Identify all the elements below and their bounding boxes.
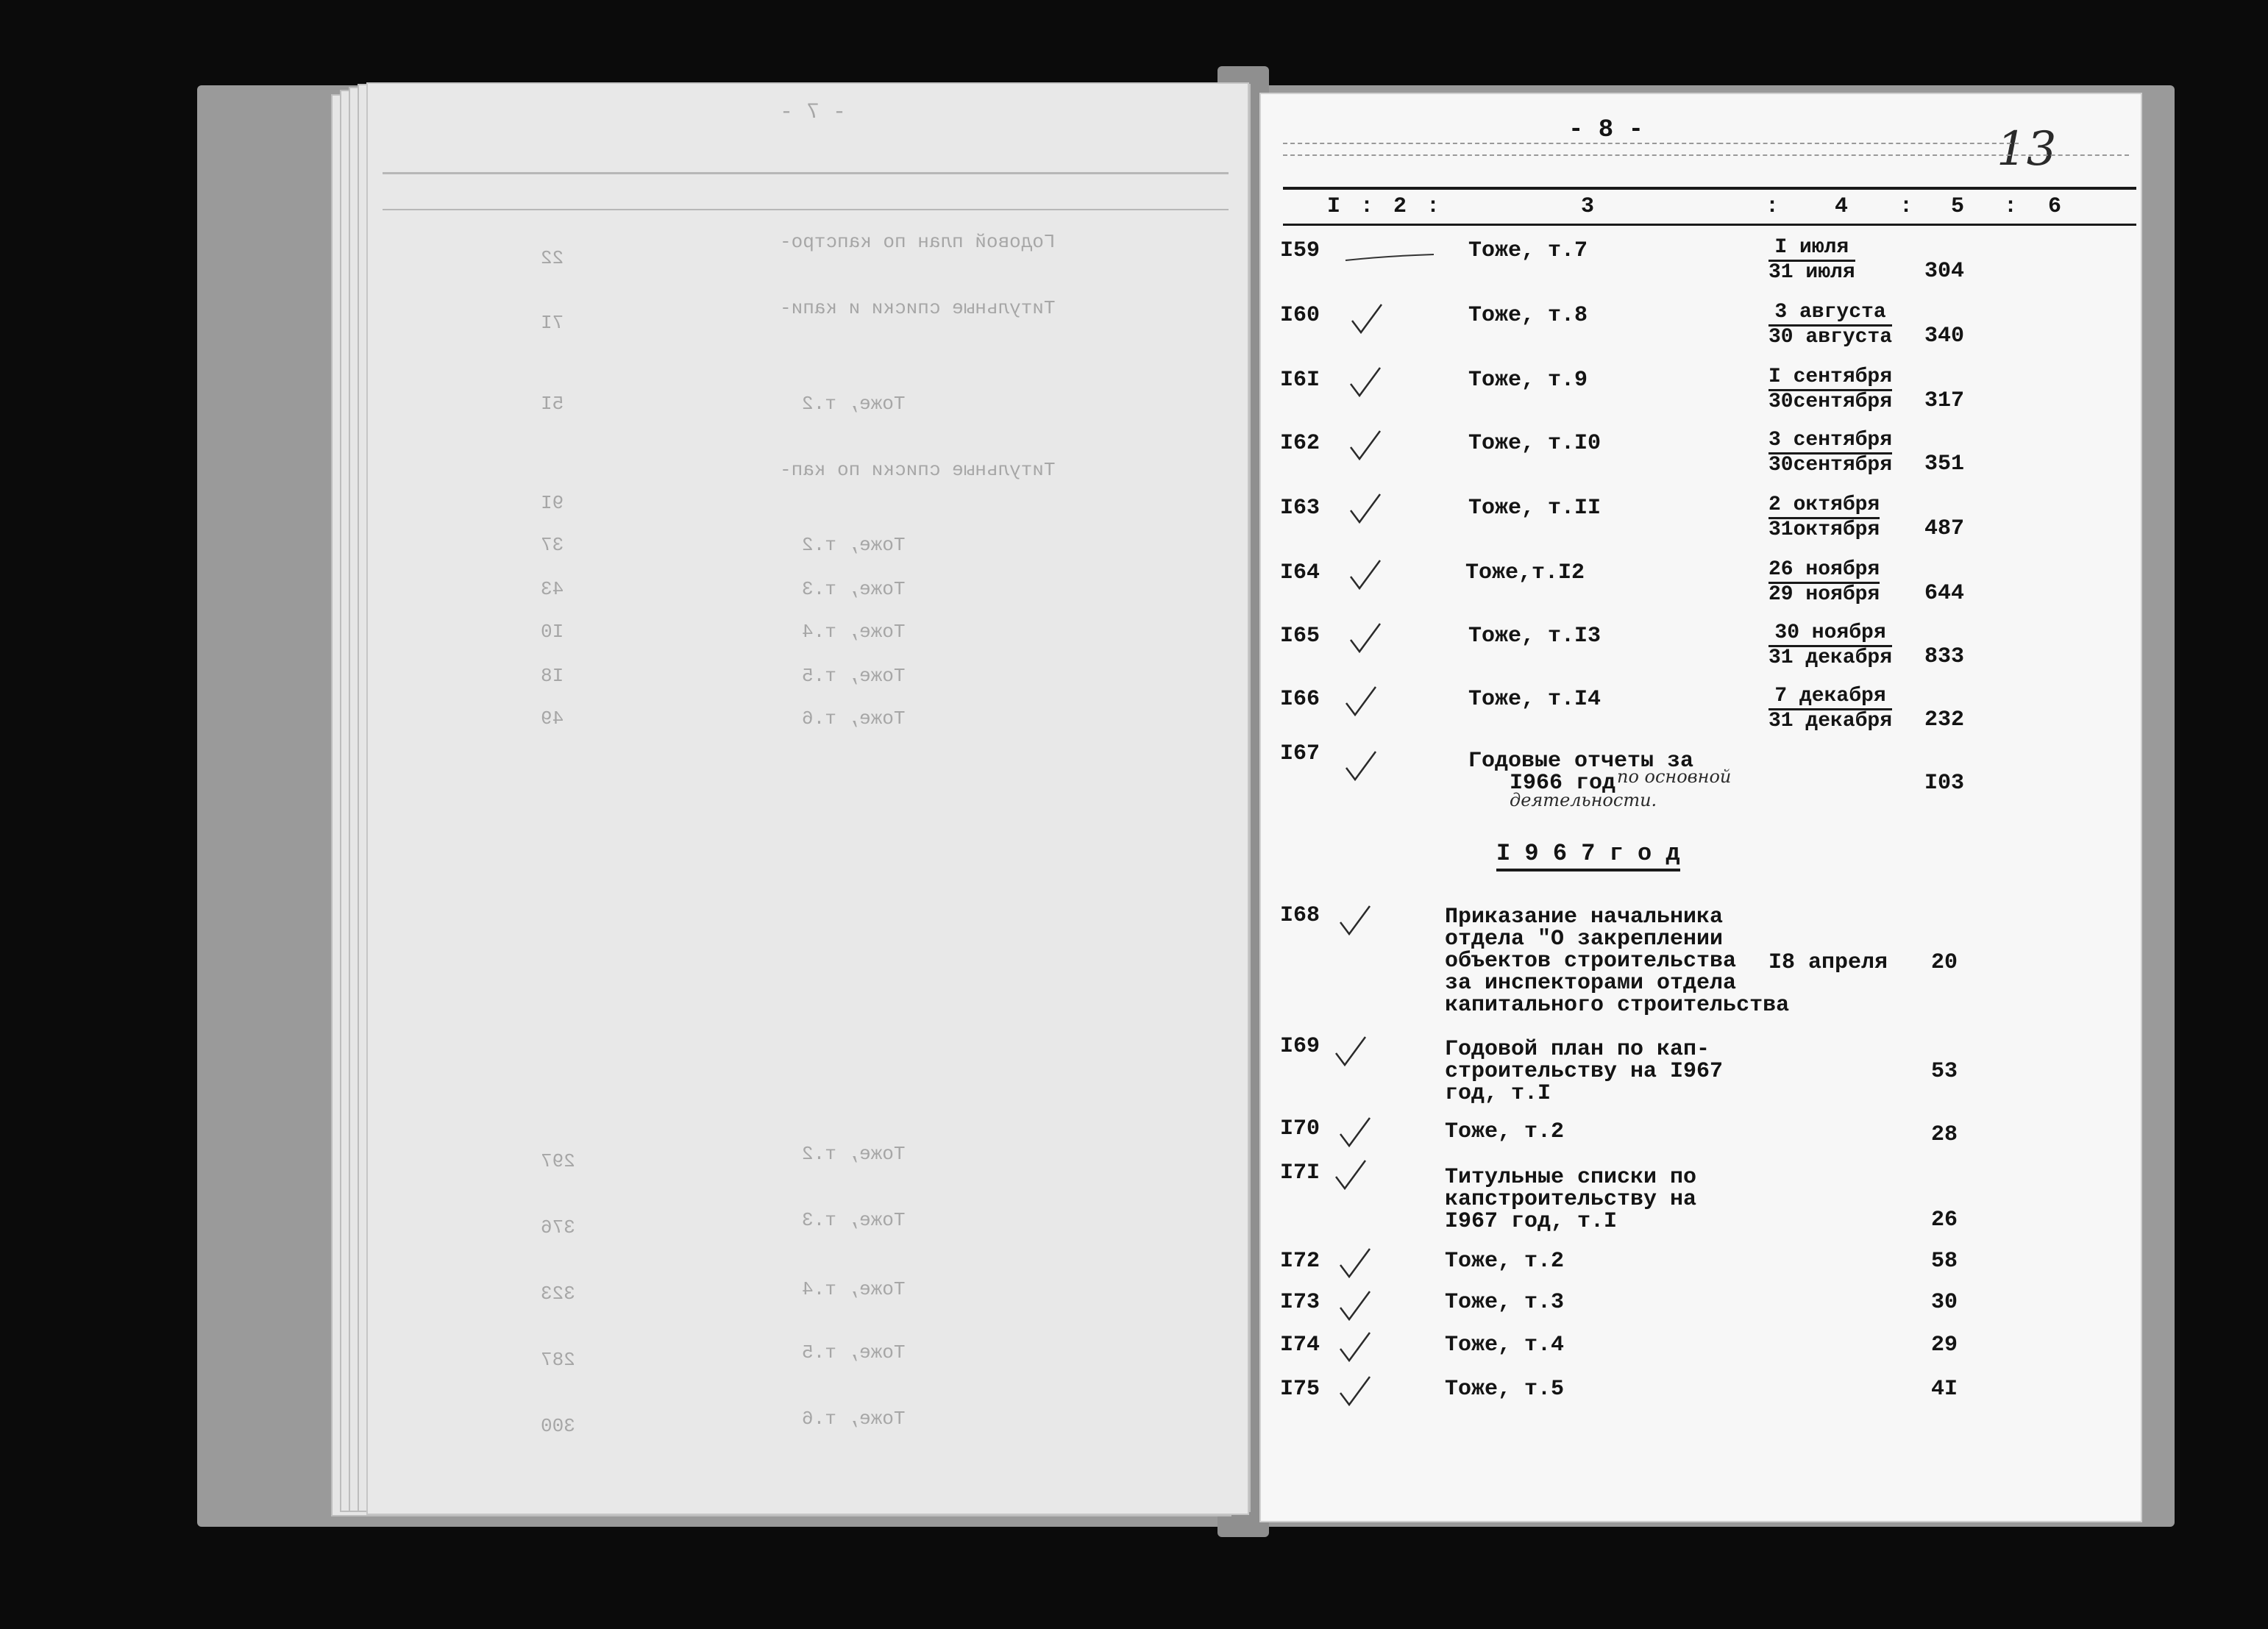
row-number: I59: [1280, 238, 1320, 263]
row-number: I63: [1280, 496, 1320, 521]
date-start: 2 октября: [1768, 494, 1880, 519]
row-pages: 340: [1924, 324, 1964, 349]
row-pages: 29: [1930, 1333, 1958, 1358]
row-number: I72: [1280, 1249, 1320, 1274]
pencil-checkmark-icon: [1348, 428, 1392, 465]
row-date-range: [1768, 559, 1880, 606]
left-row-pages: 22: [541, 247, 564, 269]
col-sep: :: [1360, 194, 1374, 219]
row-pages: 304: [1924, 259, 1964, 284]
left-row-pages: I8: [541, 665, 564, 687]
date-end: 31 декабря: [1768, 646, 1893, 669]
pencil-checkmark-icon: [1337, 1374, 1382, 1411]
row-pages: 644: [1924, 581, 1964, 606]
date-start: 3 августа: [1768, 302, 1892, 327]
left-page-bleed-through: [368, 84, 1248, 1514]
row-number: I73: [1280, 1290, 1320, 1315]
row-pages: 4I: [1930, 1377, 1958, 1402]
left-row-text: Тоже, т.6: [802, 707, 906, 730]
row-number: I74: [1280, 1333, 1320, 1358]
row-title: Тоже, т.4: [1445, 1333, 1565, 1358]
left-row-text: Тоже, т.2: [802, 1143, 906, 1165]
row-pages: 317: [1924, 388, 1964, 413]
row-title: за инспекторами отдела: [1445, 971, 1737, 996]
row-title: Годовой план по кап-: [1445, 1037, 1710, 1062]
left-row-pages: I0: [541, 621, 564, 643]
row-date-range: [1768, 685, 1892, 732]
row-title: Тоже, т.I4: [1468, 687, 1602, 712]
row-pages: I03: [1924, 771, 1964, 796]
pencil-checkmark-icon: [1337, 1288, 1382, 1325]
row-pages: 58: [1930, 1249, 1958, 1274]
left-row-text: Титульные списки по кап-: [780, 459, 1056, 481]
date-start: 30 ноября: [1768, 622, 1892, 647]
left-row-text: Титульные списки и капи-: [780, 297, 1056, 319]
row-title: Тоже,т.I2: [1465, 560, 1585, 585]
date-end: 31октября: [1768, 518, 1880, 541]
date-start: I июля: [1768, 237, 1855, 262]
header-bottom-rule: [1283, 224, 2136, 226]
header-top-rule: [1283, 187, 2136, 190]
left-row-pages: 43: [541, 578, 564, 600]
row-number: I68: [1280, 903, 1320, 928]
row-title: Тоже, т.3: [1445, 1290, 1565, 1315]
row-pages: 30: [1930, 1290, 1958, 1315]
col-sep: :: [1426, 194, 1440, 219]
left-header-rule: [383, 209, 1229, 210]
row-number: I75: [1280, 1377, 1320, 1402]
section-heading: I 9 6 7 г о д: [1496, 840, 1680, 871]
date-end: 30 августа: [1768, 326, 1893, 349]
handwritten-note: по основной: [1617, 766, 1732, 787]
row-date-range: [1768, 429, 1892, 477]
row-pages: 351: [1924, 452, 1964, 477]
row-date-range: [1768, 494, 1880, 541]
left-row-text: Тоже, т.5: [802, 665, 906, 687]
col-sep: :: [1899, 194, 1913, 219]
row-title: I967 год, т.I: [1445, 1209, 1618, 1234]
row-title: Тоже, т.2: [1445, 1249, 1565, 1274]
row-title: Тоже, т.II: [1468, 496, 1602, 521]
date-start: I сентября: [1768, 366, 1892, 391]
left-row-pages: 323: [541, 1283, 575, 1305]
pencil-checkmark-icon: [1348, 621, 1392, 657]
pencil-checkmark-icon: [1343, 684, 1387, 721]
checkmark-group: [1261, 94, 1262, 95]
row-pages: 20: [1930, 950, 1958, 975]
pencil-checkmark-icon: [1337, 1330, 1382, 1366]
row-number: I7I: [1280, 1161, 1320, 1186]
left-row-pages: 7I: [541, 312, 564, 334]
row-title: год, т.I: [1445, 1081, 1551, 1106]
row-title: Тоже, т.5: [1445, 1377, 1565, 1402]
row-title: Тоже, т.I3: [1468, 624, 1602, 649]
row-title: Тоже, т.7: [1468, 238, 1588, 263]
row-title: Тоже, т.I0: [1468, 431, 1602, 456]
row-number: I69: [1280, 1034, 1320, 1059]
col-header: 4: [1835, 194, 1849, 219]
pencil-checkmark-icon: [1348, 365, 1392, 402]
pencil-checkmark-icon: [1337, 1246, 1382, 1283]
pencil-checkmark-icon: [1348, 557, 1392, 594]
row-pages: 26: [1930, 1208, 1958, 1233]
row-number: I66: [1280, 687, 1320, 712]
left-row-pages: 287: [541, 1349, 575, 1371]
row-title: капитального строительства: [1445, 993, 1790, 1018]
left-row-text: Тоже, т.5: [802, 1341, 906, 1364]
left-row-text: Тоже, т.3: [802, 1209, 906, 1231]
date-start: 26 ноября: [1768, 559, 1880, 584]
row-title: строительству на I967: [1445, 1059, 1724, 1084]
row-date-range: [1768, 237, 1855, 284]
pencil-checkmark-icon: [1349, 302, 1393, 338]
pencil-checkmark-icon: [1333, 1158, 1377, 1194]
row-pages: 833: [1924, 644, 1964, 669]
left-page-number: - 7 -: [780, 100, 847, 125]
row-pages: 28: [1930, 1122, 1958, 1147]
left-row-pages: 5I: [541, 393, 564, 415]
row-number: I64: [1280, 560, 1320, 585]
date-start: 3 сентября: [1768, 429, 1892, 455]
row-title: Тоже, т.8: [1468, 303, 1588, 328]
left-page: [366, 82, 1249, 1515]
pencil-checkmark-icon: [1348, 491, 1392, 528]
date-end: 30сентября: [1768, 454, 1893, 477]
date-end: 29 ноября: [1768, 583, 1880, 606]
row-number: I67: [1280, 741, 1320, 766]
row-number: I70: [1280, 1116, 1320, 1141]
row-pages: 487: [1924, 516, 1964, 541]
col-sep: :: [2004, 194, 2018, 219]
pencil-checkmark-icon: [1343, 749, 1387, 785]
pencil-checkmark-icon: [1333, 1034, 1377, 1071]
header-dash-rule: [1283, 154, 2129, 157]
row-pages: 232: [1924, 707, 1964, 732]
left-row-text: Годовой план по капстро-: [780, 231, 1056, 253]
col-header: 3: [1581, 194, 1595, 219]
row-number: I6I: [1280, 368, 1320, 393]
col-header: 5: [1951, 194, 1965, 219]
row-title: объектов строительства: [1445, 949, 1737, 974]
date-start: 7 декабря: [1768, 685, 1892, 710]
col-sep: :: [1766, 194, 1780, 219]
col-header: 2: [1393, 194, 1407, 219]
row-date-range: [1768, 302, 1892, 349]
row-title: Приказание начальника: [1445, 905, 1724, 930]
row-title: капстроительству на: [1445, 1187, 1697, 1212]
handwritten-note: деятельности.: [1510, 790, 1657, 810]
pencil-dash-mark: [1342, 246, 1437, 268]
left-header-rule: [383, 172, 1229, 174]
left-row-text: Тоже, т.4: [802, 1278, 906, 1300]
left-row-text: Тоже, т.2: [802, 393, 906, 415]
left-row-text: Тоже, т.4: [802, 621, 906, 643]
col-header: I: [1327, 194, 1341, 219]
left-row-pages: 297: [541, 1150, 575, 1172]
pencil-checkmark-icon: [1337, 1115, 1382, 1152]
left-row-text: Тоже, т.6: [802, 1408, 906, 1430]
col-header: 6: [2048, 194, 2062, 219]
left-row-text: Тоже, т.3: [802, 578, 906, 600]
left-row-text: Тоже, т.2: [802, 534, 906, 556]
page-number: - 8 -: [1568, 116, 1644, 144]
row-title: I966 год: [1510, 771, 1616, 796]
date-end: 30сентября: [1768, 391, 1893, 413]
pencil-checkmark-icon: [1337, 903, 1382, 940]
left-row-pages: 37: [541, 534, 564, 556]
row-title: Годовые отчеты за: [1468, 749, 1694, 774]
row-number: I65: [1280, 624, 1320, 649]
row-title: отдела "О закреплении: [1445, 927, 1724, 952]
right-page: [1259, 93, 2142, 1522]
row-number: I60: [1280, 303, 1320, 328]
date-end: 31 декабря: [1768, 710, 1893, 732]
row-date-range: [1768, 366, 1892, 413]
row-pages: 53: [1930, 1059, 1958, 1084]
folio-number: 13: [1997, 122, 2057, 177]
row-title: Тоже, т.9: [1468, 368, 1588, 393]
header-dash-rule: [1283, 143, 2019, 146]
row-title: Тоже, т.2: [1445, 1119, 1565, 1144]
row-title: Титульные списки по: [1445, 1165, 1697, 1190]
date-end: 31 июля: [1768, 261, 1855, 284]
left-row-pages: 49: [541, 707, 564, 730]
left-row-pages: 9I: [541, 492, 564, 514]
left-row-pages: 376: [541, 1216, 575, 1238]
row-date-range: [1768, 622, 1892, 669]
row-date: I8 апреля: [1768, 950, 1888, 975]
row-number: I62: [1280, 431, 1320, 456]
left-row-pages: 300: [541, 1415, 575, 1437]
